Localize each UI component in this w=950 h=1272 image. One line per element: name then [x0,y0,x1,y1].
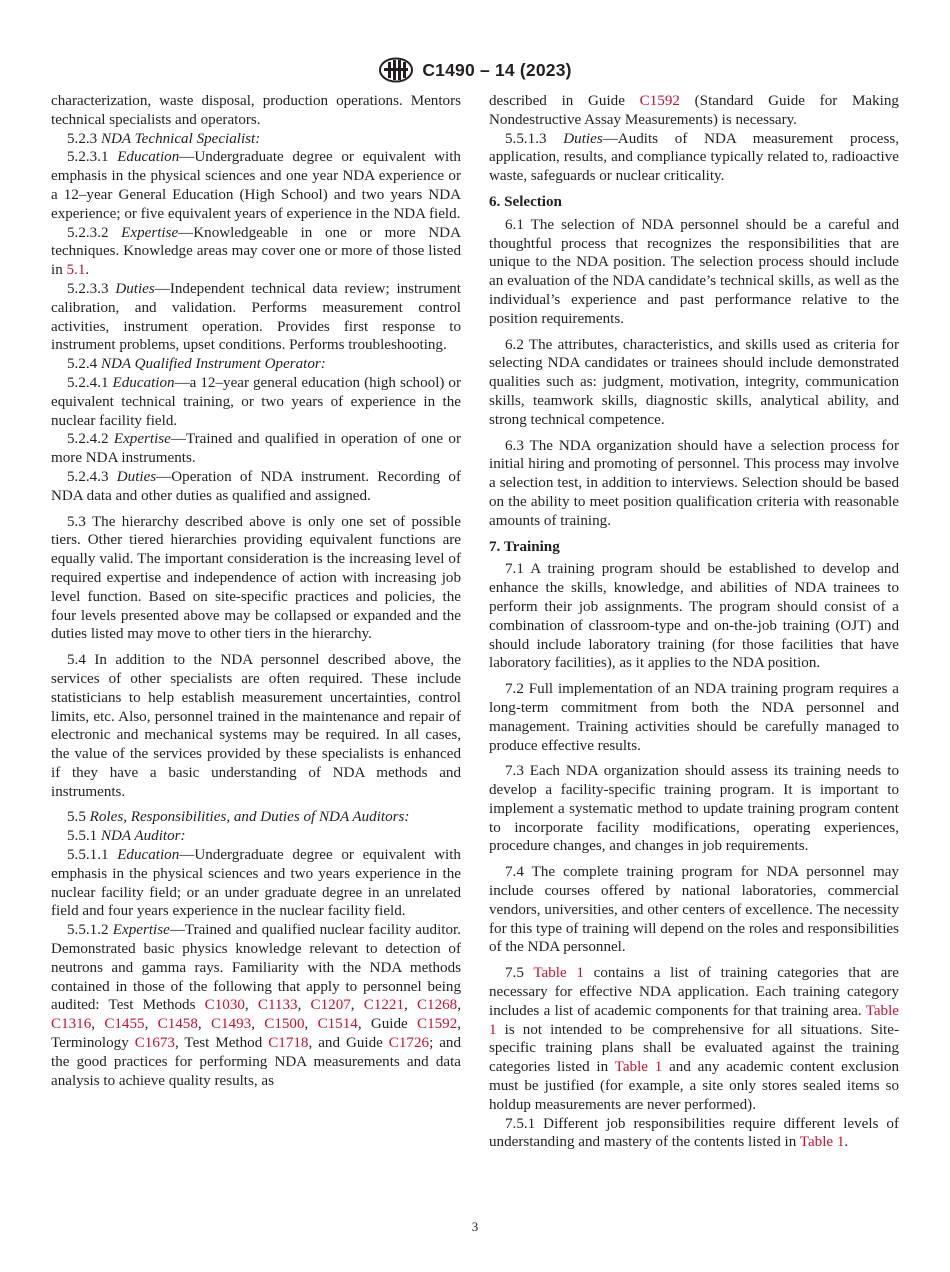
section-5-3: 5.3 The hierarchy described above is only one set of possible tiers. Other tiered hierarchies providing equivalent functions are equally valid. The important consideration is the increasing level of required expertise and independence of action with increasing job level function. Based on site-specific practices and policies, the four levels presented above may be collapsed or expanded and the duties listed may move to other tiers in the hierarchy. [51,513,461,643]
subsection-5-2-3-1: 5.2.3.1 Education—Undergraduate degree or equivalent with emphasis in the physical sciences and one year NDA experience or a 12–year General Education (High School) and two years NDA experience; or five equivalent years of experience in the NDA field. [51,149,461,222]
subsection-5-2-4-1: 5.2.4.1 Education—a 12–year general education (high school) or equivalent technical training, or two years of experience in the nuclear facility field. [51,374,461,429]
standard-link[interactable]: C1673 [134,1035,175,1052]
table-link[interactable]: Table 1 [489,1002,899,1038]
section-6-3: 6.3 The NDA organization should have a selection process for initial hiring and promoting of personnel. This process may involve a selection test, in addition to interviews. Selection should be based on the ability to meet position qualification criteria with reasonable amounts of training. [489,437,899,529]
page-header [0,56,950,84]
standard-link[interactable]: C1458 [157,1016,198,1033]
section-heading-training: 7. Training [489,538,560,555]
section-7-4: 7.4 The complete training program for NDA personnel may include courses offered by national laboratories, commercial vendors, universities, and other centers of excellence. The necessity for this type of training will depend on the roles and responsibilities of the NDA personnel. [489,864,899,956]
subsection-7-5-1: 7.5.1 Different job responsibilities require different levels of understanding and mastery of the contents listed in Table 1. [489,1115,899,1151]
right-column [489,92,899,1152]
subsection-5-5-1: 5.5.1 NDA Auditor: [67,828,186,845]
standard-link[interactable]: C1592 [639,93,680,109]
standard-link[interactable]: C1592 [417,1016,458,1033]
table-link[interactable]: Table 1 [799,1134,845,1151]
paragraph: characterization, waste disposal, production operations. Mentors technical specialists and operators. [51,93,461,128]
left-column [51,92,461,1090]
table-link[interactable]: Table 1 [533,965,584,982]
standard-link[interactable]: C1221 [363,997,405,1014]
standard-link[interactable]: C1493 [210,1016,252,1033]
section-7-2: 7.2 Full implementation of an NDA training program requires a long-term commitment from both the NDA personnel and management. Training activities should be carefully managed to produce effective results. [489,681,899,754]
standard-link[interactable]: C1316 [51,1016,92,1033]
subsection-5-2-3-2: 5.2.3.2 Expertise—Knowledgeable in one or more NDA techniques. Knowledge areas may cover one or more of those listed in 5.1. [51,224,461,279]
standard-link[interactable]: C1726 [388,1035,430,1052]
subsection-5-2-4-3: 5.2.4.3 Duties—Operation of NDA instrument. Recording of NDA data and other duties as qualified and assigned. [51,468,461,504]
section-5-4: 5.4 In addition to the NDA personnel described above, the services of other specialists are often required. These include statisticians to help establish measurement uncertainties, control limits, etc. Also, personnel trained in the maintenance and repair of electronic and mechanical systems may be required. In all cases, the value of the services provided by these specialists is enhanced if they have a basic understanding of NDA methods and instruments. [51,652,461,800]
section-heading-selection: 6. Selection [489,193,562,210]
standard-link[interactable]: C1718 [268,1035,309,1052]
astm-logo-icon [378,57,414,83]
table-link[interactable]: Table 1 [614,1059,663,1076]
standard-link[interactable]: C1500 [264,1016,305,1033]
subsection-5-5-1-2: 5.5.1.2 Expertise—Trained and qualified nuclear facility auditor. Demonstrated basic physics knowledge relevant to detection of neutrons and gamma rays. Familiarity with the NDA methods contained in those of the following that apply to personnel being audited: Test Methods C1030, C1133, C1207, C1221, C1268, C1316, C1455, C1458, C1493, C1500, C1514, Guide C1592, Terminology C1673, Test Method C1718, and Guide C1726; and the good practices for performing NDA measurements and data analysis to achieve quality results, as [51,922,462,1089]
subsection-5-5-1-1: 5.5.1.1 Education—Undergraduate degree or equivalent with emphasis in the physical sciences and two years experience in the nuclear facility field; or an under graduate degree in an unrelated field and four years experience in the nuclear facility field. [51,847,461,920]
subsection-5-2-3: 5.2.3 NDA Technical Specialist: [67,130,261,147]
section-6-1: 6.1 The selection of NDA personnel should be a careful and thoughtful process that recognizes the responsibilities that are unique to the NDA position. The selection process should include an evaluation of the NDA candidate’s technical skills, as well as the individual’s experience and past performance relative to the position requirements. [489,216,899,327]
standard-link[interactable]: C1030 [204,997,245,1014]
section-7-3: 7.3 Each NDA organization should assess its training needs to develop a facility-specific training program. It is important to implement a systematic method to update training program content to incorporate facility modifications, operating experiences, procedure changes, and changes in job requirements. [489,763,899,855]
standard-link[interactable]: C1207 [310,997,351,1014]
paragraph: described in Guide C1592 (Standard Guide for Making Nondestructive Assay Measurements) is necessary. [489,93,899,128]
section-5-5: 5.5 Roles, Responsibilities, and Duties of NDA Auditors: [67,809,410,826]
standard-link[interactable]: C1133 [257,997,298,1014]
standard-link[interactable]: C1268 [416,997,458,1014]
section-7-1: 7.1 A training program should be established to develop and enhance the skills, knowledge, and abilities of NDA trainees to perform their job assignments. The program should consist of a combination of classroom-type and on-the-job training (OJT) and should include laboratory training (for those facilities that have laboratory facilities), as it applies to the NDA position. [489,561,899,672]
subsection-5-2-3-3: 5.2.3.3 Duties—Independent technical data review; instrument calibration, and validation. Performs measurement control activities, instrument operation. Provides first response to instrument problems, upset conditions. Performs troubleshooting. [51,280,462,354]
page-number: 3 [471,1219,479,1234]
document-designation: C1490 – 14 (2023) [422,59,572,80]
section-link[interactable]: 5.1 [66,262,86,279]
subsection-5-2-4-2: 5.2.4.2 Expertise—Trained and qualified in operation of one or more NDA instruments. [51,431,461,467]
subsection-5-2-4: 5.2.4 NDA Qualified Instrument Operator: [67,356,326,373]
section-7-5: 7.5 Table 1 contains a list of training categories that are necessary for effective NDA application. Each training category includes a list of academic components for that training area. Table 1 is not intended to be comprehensive for all situations. Site-specific training plans shall be evaluated against the training categories listed in Table 1 and any academic content exclusion must be justified (for example, a site only stores sealed items so holdup measurements are never performed). [489,965,900,1113]
subsection-5-5-1-3: 5.5.1.3 Duties—Audits of NDA measurement process, application, results, and compliance typically related to, radioactive waste, safeguards or nuclear criticality. [489,130,900,185]
standard-link[interactable]: C1514 [317,1016,358,1033]
section-6-2: 6.2 The attributes, characteristics, and skills used as criteria for selecting NDA candidates or trainees should include demonstrated qualities such as: judgment, motivation, integrity, communication skills, teamwork skills, diagnostic skills, analytical ability, and strong technical competence. [489,336,899,428]
standard-link[interactable]: C1455 [104,1016,145,1033]
